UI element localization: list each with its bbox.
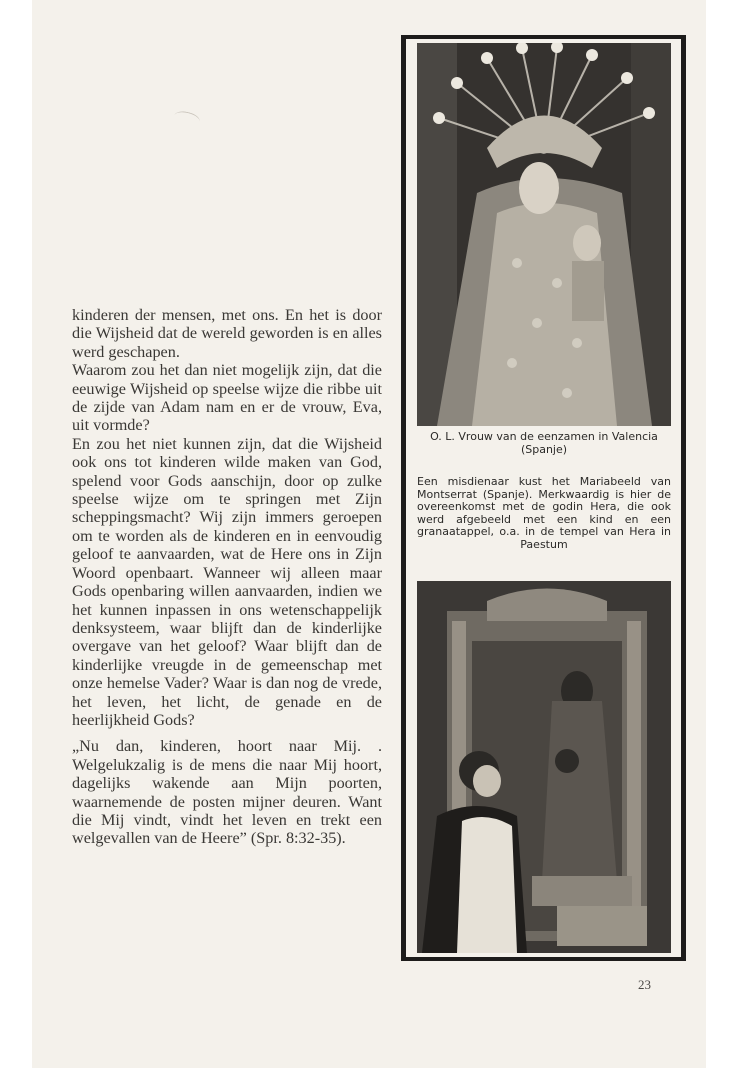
- body-text-column: [72, 306, 382, 848]
- photo-montserrat-altar-boy: [417, 581, 671, 953]
- paragraph-2: Waarom zou het dan niet mogelijk zijn, dat die eeuwige Wijsheid op speelse wijze die ribbe uit de zijde van Adam nam en er de vrouw, Eva, uit vormde?: [72, 361, 382, 435]
- document-page: [32, 0, 706, 1068]
- page-number: 23: [638, 977, 651, 992]
- paragraph-3: En zou het niet kunnen zijn, dat die Wijsheid ook ons tot kinderen wilde maken van God, spelend voor Gods aanschijn, door op zulke speelse wijze om te springen met Zijn scheppingsmacht? Wij zijn immers geroepen om te worden als de kinderen en in eenvoudig geloof te aanvaarden, wat de Here ons in Zijn Woord openbaart. Wanneer wij alleen maar Gods openbaring willen aanvaarden, indien we het kunnen inpassen in ons wetenschappelijk denksysteem, waar blijft dan de kinderlijke overgave van het geloof? Waar blijft dan de kinderlijke vreugde in de gemeenschap met onze hemelse Vader? Waar is dan nog de vrede, het leven, het licht, de genade en de heerlijkheid Gods?: [72, 434, 382, 729]
- scripture-quote: „Nu dan, kinderen, hoort naar Mij. . Welgelukzalig is de mens die naar Mij hoort, dagelijks wakende aan Mijn poorten, waarnemende de posten mijner deuren. Want die Mij vindt, vindt het leven en trekt een welgevallen van de Heere” (Spr. 8:32-35).: [72, 737, 382, 848]
- madonna-valencia-illustration: [417, 43, 671, 426]
- photo-panel-inner: [406, 39, 681, 957]
- caption-montserrat: Een misdienaar kust het Mariabeeld van Montserrat (Spanje). Merkwaardig is hier de overeenkomst met de godin Hera, die ook werd afgebeeld met een kind en een granaatappel, o.a. in de tempel van Hera in Paestum: [417, 475, 671, 551]
- scan-mark: [173, 109, 201, 128]
- caption-valencia: O. L. Vrouw van de eenzamen in Valencia (Spanje): [430, 430, 658, 456]
- photo-madonna-valencia: [417, 43, 671, 426]
- montserrat-illustration: [417, 581, 671, 953]
- paragraph-1: kinderen der mensen, met ons. En het is door die Wijsheid dat de wereld geworden is en alles werd geschapen.: [72, 306, 382, 361]
- photo-panel: [401, 35, 686, 961]
